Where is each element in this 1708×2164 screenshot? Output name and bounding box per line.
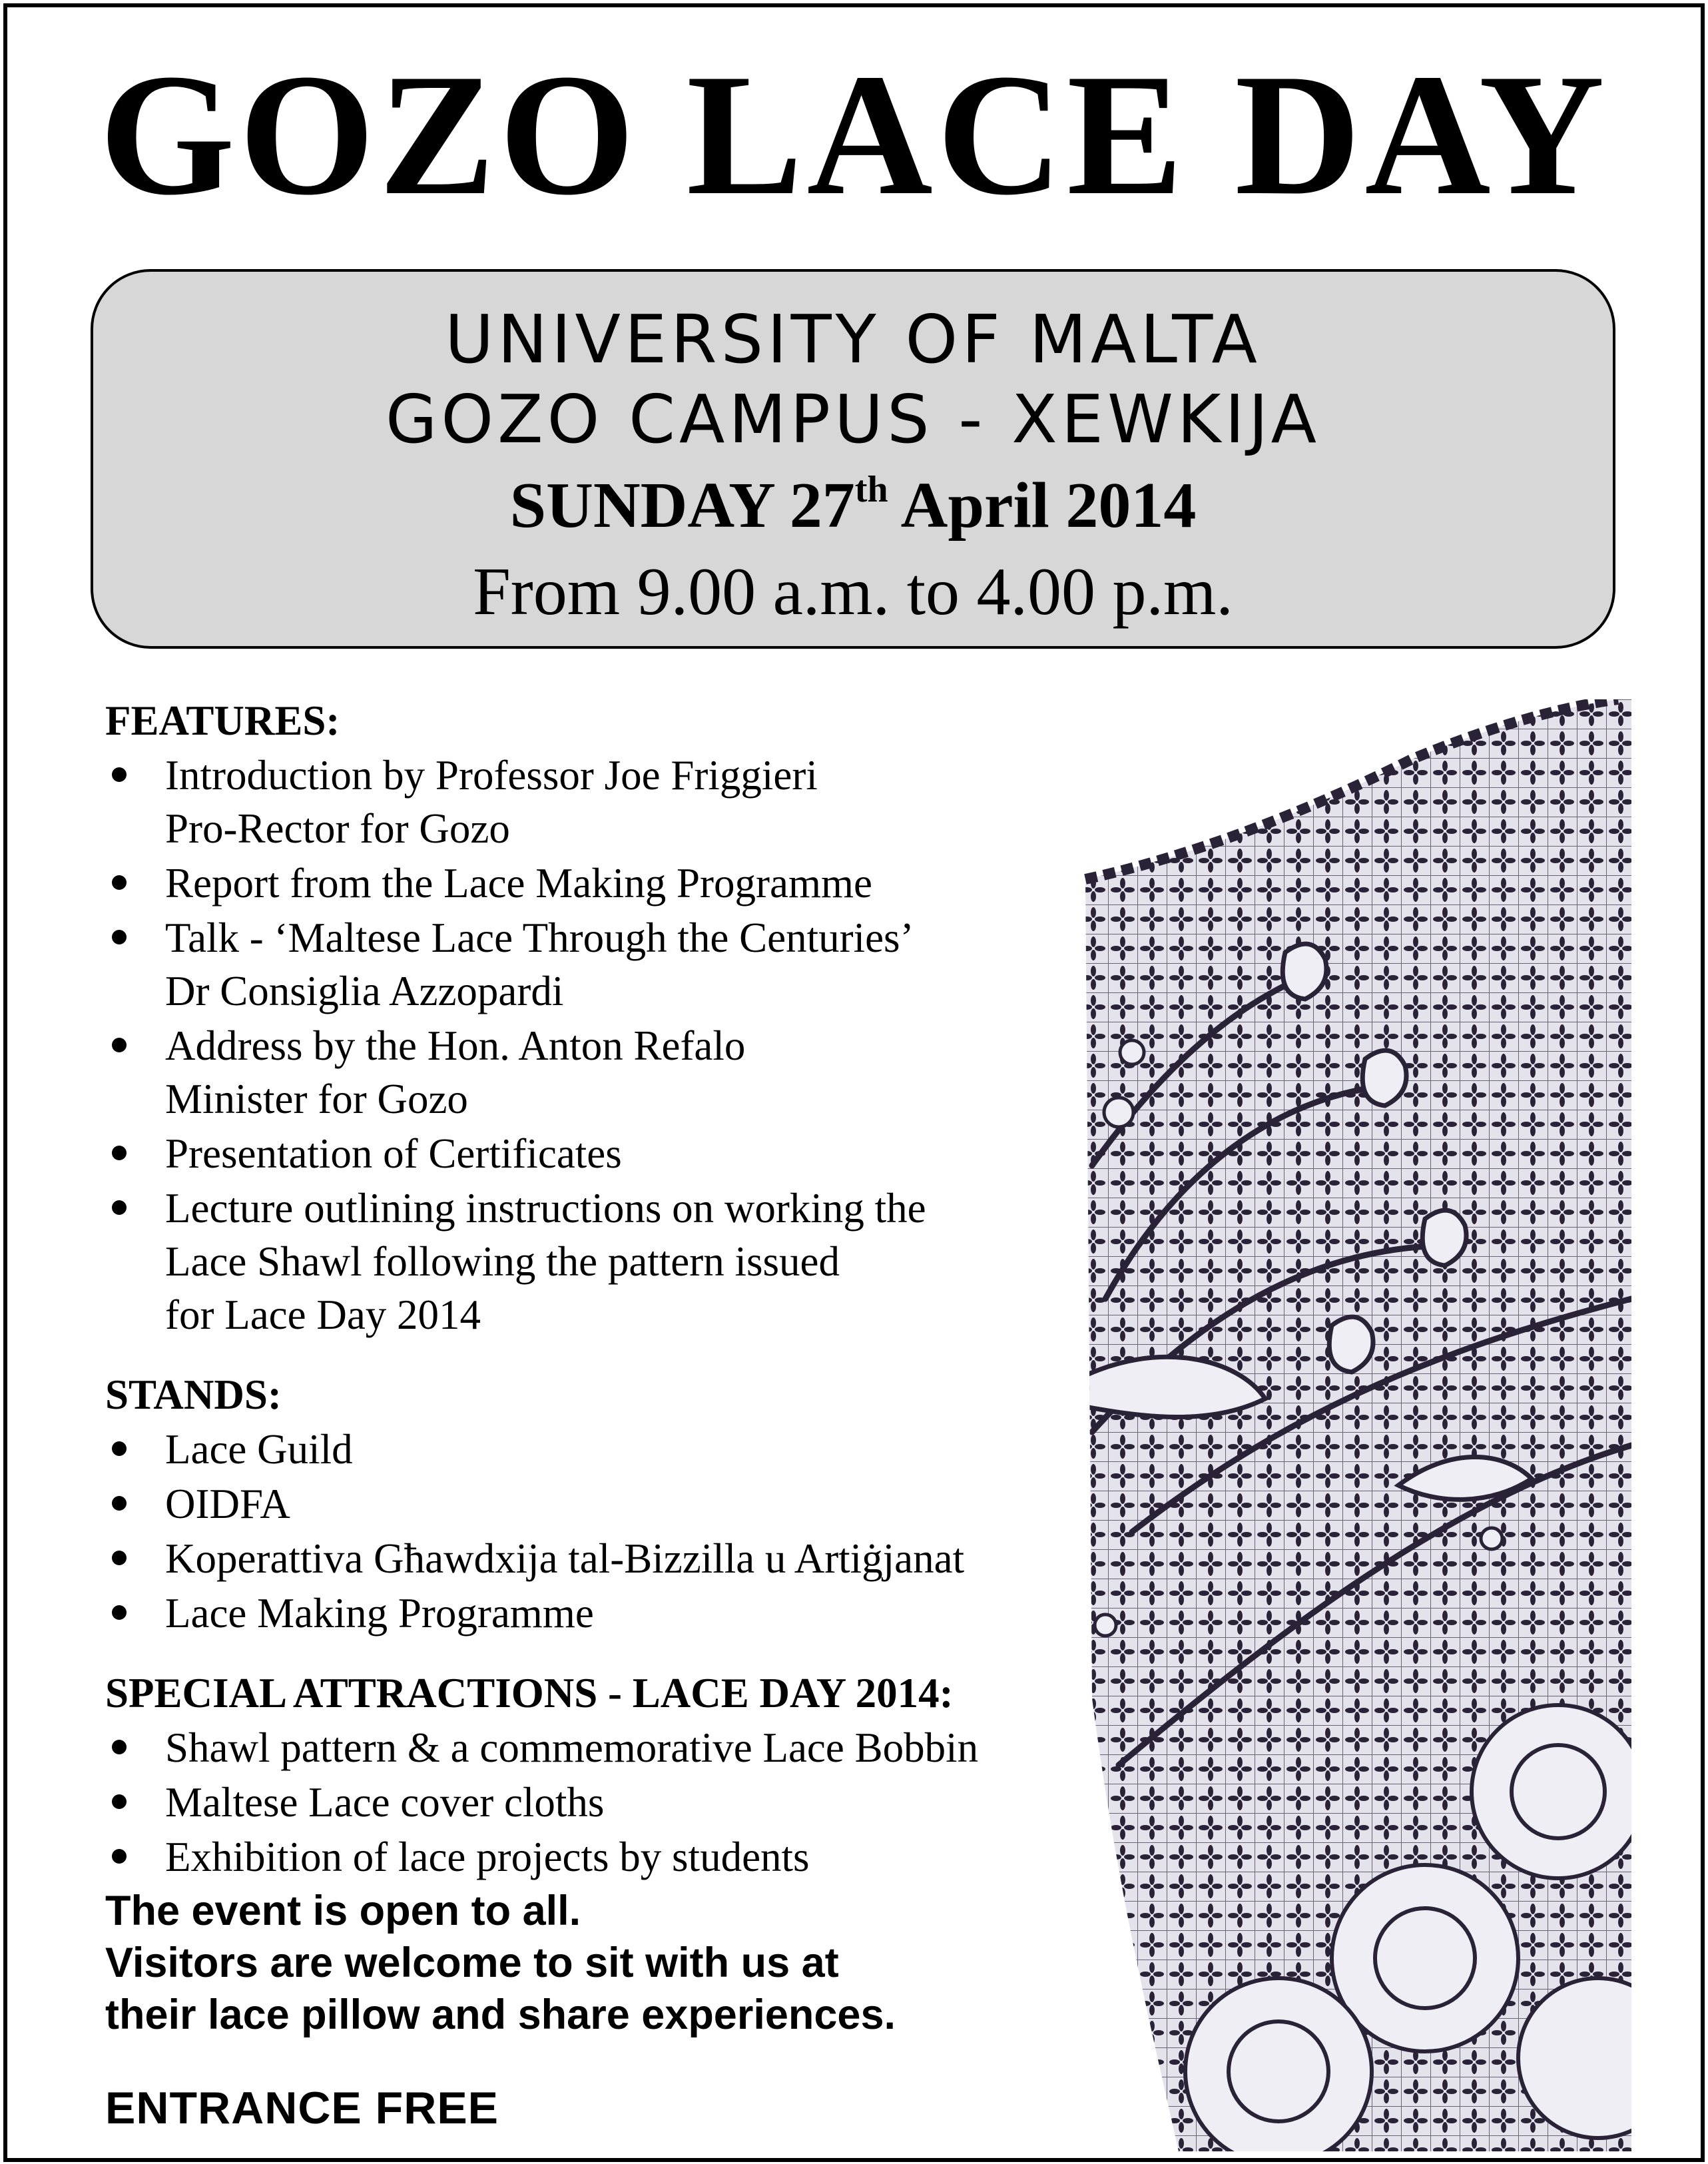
bullet-icon (112, 1146, 127, 1160)
list-item: OIDFA (105, 1477, 1104, 1531)
bullet-icon (112, 767, 127, 782)
list-item: Introduction by Professor Joe Friggieri Pro-Rector for Gozo (105, 749, 1104, 855)
bullet-icon (112, 1200, 127, 1215)
list-item: Lecture outlining instructions on working the Lace Shawl following the pattern issued for Lace Day 2014 (105, 1182, 1104, 1341)
attractions-heading: SPECIAL ATTRACTIONS - LACE DAY 2014: (105, 1670, 954, 1716)
list-item: Maltese Lace cover cloths (105, 1776, 1104, 1829)
event-date-month-year: April 2014 (888, 470, 1197, 541)
attractions-list (105, 1721, 1104, 1884)
closing-line: Visitors are welcome to sit with us at (105, 1940, 839, 1986)
bullet-icon (112, 1740, 127, 1754)
list-item: Address by the Hon. Anton Refalo Minister for Gozo (105, 1019, 1104, 1126)
venue-university: UNIVERSITY OF MALTA (445, 300, 1261, 378)
closing-line: their lace pillow and share experiences. (105, 1991, 896, 2038)
open-to-all-note (105, 1885, 1104, 2041)
bullet-icon (112, 1038, 127, 1052)
list-item: Presentation of Certificates (105, 1127, 1104, 1180)
features-heading: FEATURES: (105, 697, 340, 744)
event-date-day: SUNDAY 27 (509, 470, 855, 541)
list-item: Exhibition of lace projects by students (105, 1830, 1104, 1884)
list-item: Talk - ‘Maltese Lace Through the Centuries’ Dr Consiglia Azzopardi (105, 911, 1104, 1018)
event-date-ordinal: th (854, 469, 888, 510)
bullet-icon (112, 1849, 127, 1864)
event-date (93, 462, 1613, 549)
bullet-icon (112, 1605, 127, 1620)
closing-line: The event is open to all. (105, 1888, 581, 1934)
entrance-free: ENTRANCE FREE (105, 2083, 499, 2133)
stands-list (105, 1423, 1104, 1640)
list-item: Report from the Lace Making Programme (105, 857, 1104, 910)
program-content (105, 693, 1104, 1909)
features-list (105, 749, 1104, 1341)
list-item: Lace Making Programme (105, 1587, 1104, 1640)
page-title: GOZO LACE DAY (99, 38, 1609, 231)
bullet-icon (112, 1496, 127, 1511)
list-item: Shawl pattern & a commemorative Lace Bobbin (105, 1721, 1104, 1774)
lace-shawl-image (1079, 699, 1631, 2151)
event-time: From 9.00 a.m. to 4.00 p.m. (473, 554, 1233, 629)
venue-box (91, 269, 1615, 649)
bullet-icon (112, 875, 127, 890)
bullet-icon (112, 1794, 127, 1809)
venue-campus: GOZO CAMPUS - XEWKIJA (385, 380, 1321, 458)
list-item: Koperattiva Għawdxija tal-Bizzilla u Artiġjanat (105, 1532, 1104, 1585)
stands-heading: STANDS: (105, 1371, 282, 1418)
list-item: Lace Guild (105, 1423, 1104, 1476)
bullet-icon (112, 1441, 127, 1456)
bullet-icon (112, 930, 127, 944)
bullet-icon (112, 1551, 127, 1565)
